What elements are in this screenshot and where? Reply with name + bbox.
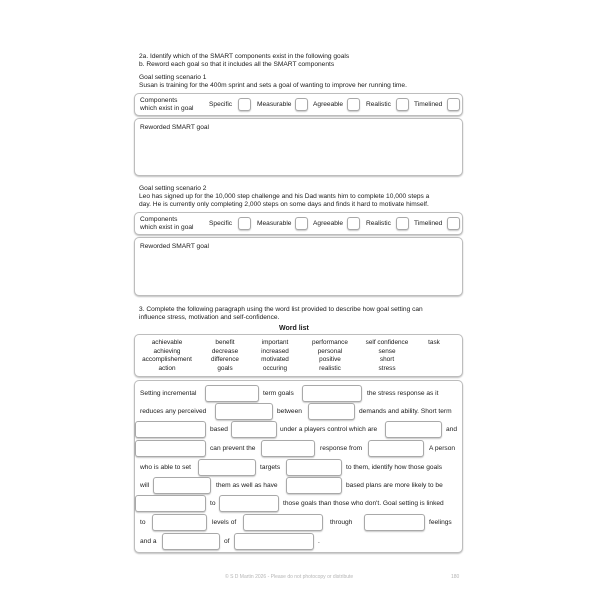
paragraph-box — [134, 380, 463, 553]
blank-18[interactable] — [243, 514, 323, 531]
blank-7[interactable] — [385, 421, 442, 438]
word-column-5: self confidence sense short stress — [365, 339, 409, 372]
option-label-timelined: Timelined — [414, 220, 443, 227]
scenario2-text-2: day. He is currently only completing 2,000 steps on some days and finds it hard to motivate himself. — [139, 201, 429, 208]
word-column-4: performance personal positive realistic — [312, 339, 348, 372]
paragraph-text: will — [140, 482, 150, 489]
q2-instruction-b: b. Reword each goal so that it includes all the SMART components — [139, 61, 335, 68]
blank-8[interactable] — [135, 440, 206, 457]
paragraph-text: between — [277, 408, 302, 415]
components-label: Components which exist in goal — [140, 97, 194, 112]
checkbox-realistic[interactable] — [396, 217, 409, 230]
paragraph-text: based — [210, 426, 228, 433]
scenario2-title: Goal setting scenario 2 — [139, 185, 207, 192]
option-label-measurable: Measurable — [257, 101, 292, 108]
blank-10[interactable] — [368, 440, 424, 457]
blank-19[interactable] — [364, 514, 425, 531]
paragraph-text: Setting incremental — [140, 390, 197, 397]
option-label-agreeable: Agreeable — [313, 101, 344, 108]
paragraph-text: under a players control which are — [280, 426, 378, 433]
scenario1-text: Susan is training for the 400m sprint and sets a goal of wanting to improve her running time. — [139, 82, 407, 89]
paragraph-text: the stress response as it — [367, 390, 439, 397]
blank-11[interactable] — [198, 459, 256, 476]
checkbox-agreeable[interactable] — [347, 98, 360, 111]
blank-20[interactable] — [162, 533, 220, 550]
paragraph-text: to — [210, 500, 216, 507]
blank-15[interactable] — [135, 495, 206, 512]
blank-21[interactable] — [234, 533, 314, 550]
reworded-label: Reworded SMART goal — [140, 124, 210, 131]
q2-instruction-a: 2a. Identify which of the SMART components exist in the following goals — [139, 53, 350, 60]
blank-3[interactable] — [215, 403, 273, 420]
option-label-measurable: Measurable — [257, 220, 292, 227]
blank-2[interactable] — [302, 385, 362, 402]
paragraph-text: who is able to set — [140, 464, 191, 471]
option-label-specific: Specific — [209, 101, 233, 108]
paragraph-text: and — [446, 426, 458, 433]
option-label-timelined: Timelined — [414, 101, 443, 108]
word-column-1: achievable achieving accomplishement action — [142, 339, 192, 372]
word-column-3: important increased motivated occuring — [261, 339, 289, 372]
paragraph-text: targets — [260, 464, 281, 471]
paragraph-text: . — [318, 538, 320, 545]
footer-copyright: © S D Martin 2026 - Please do not photocopy or distribute — [225, 574, 354, 580]
blank-16[interactable] — [219, 495, 279, 512]
paragraph-text: them as well as have — [216, 482, 278, 489]
blank-9[interactable] — [261, 440, 315, 457]
word-column-2: benefit decrease difference goals — [211, 339, 239, 372]
paragraph-text: of — [224, 538, 230, 545]
checkbox-measurable[interactable] — [295, 217, 308, 230]
option-label-realistic: Realistic — [366, 220, 391, 227]
paragraph-text: feelings — [429, 519, 452, 526]
blank-6[interactable] — [231, 421, 277, 438]
paragraph-text: reduces any perceived — [140, 408, 207, 415]
option-label-specific: Specific — [209, 220, 233, 227]
blank-12[interactable] — [286, 459, 342, 476]
scenario1-title: Goal setting scenario 1 — [139, 74, 207, 81]
blank-14[interactable] — [286, 477, 342, 494]
scenario1-components-box — [134, 93, 463, 116]
components-label: Components which exist in goal — [140, 216, 194, 231]
checkbox-specific[interactable] — [238, 217, 251, 230]
blank-13[interactable] — [153, 477, 211, 494]
checkbox-measurable[interactable] — [295, 98, 308, 111]
paragraph-text: and a — [140, 538, 157, 545]
paragraph-text: A person — [429, 445, 456, 452]
paragraph-text: through — [330, 519, 353, 526]
scenario2-reworded-box[interactable] — [134, 237, 463, 296]
word-list-title: Word list — [279, 325, 309, 332]
scenario2-text-1: Leo has signed up for the 10,000 step challenge and his Dad wants him to complete 10,000 steps a — [139, 193, 430, 200]
scenario2-components-box — [134, 212, 463, 235]
paragraph-text: to them, identify how those goals — [346, 464, 443, 471]
option-label-realistic: Realistic — [366, 101, 391, 108]
option-label-agreeable: Agreeable — [313, 220, 344, 227]
q3-instruction-2: influence stress, motivation and self-confidence. — [139, 314, 280, 321]
paragraph-text: levels of — [212, 519, 237, 526]
footer-page-number: 180 — [451, 574, 460, 580]
paragraph-text: term goals — [263, 390, 294, 397]
blank-1[interactable] — [205, 385, 259, 402]
paragraph-text: to — [140, 519, 146, 526]
scenario1-reworded-box[interactable] — [134, 118, 463, 176]
q3-instruction-1: 3. Complete the following paragraph using the word list provided to describe how goal setting can — [139, 306, 423, 313]
paragraph-text: demands and ability. Short term — [359, 408, 452, 415]
paragraph-text: based plans are more likely to be — [346, 482, 443, 489]
checkbox-specific[interactable] — [238, 98, 251, 111]
checkbox-timelined[interactable] — [447, 217, 460, 230]
reworded-label: Reworded SMART goal — [140, 243, 210, 250]
blank-17[interactable] — [152, 514, 207, 531]
checkbox-agreeable[interactable] — [347, 217, 360, 230]
blank-5[interactable] — [135, 421, 206, 438]
word-column-6: task — [428, 339, 440, 346]
paragraph-text: can prevent the — [210, 445, 256, 452]
word-list-box — [134, 334, 463, 377]
checkbox-realistic[interactable] — [396, 98, 409, 111]
checkbox-timelined[interactable] — [447, 98, 460, 111]
paragraph-text: those goals than those who don't. Goal setting is linked — [283, 500, 444, 507]
paragraph-text: response from — [320, 445, 363, 452]
blank-4[interactable] — [308, 403, 355, 420]
